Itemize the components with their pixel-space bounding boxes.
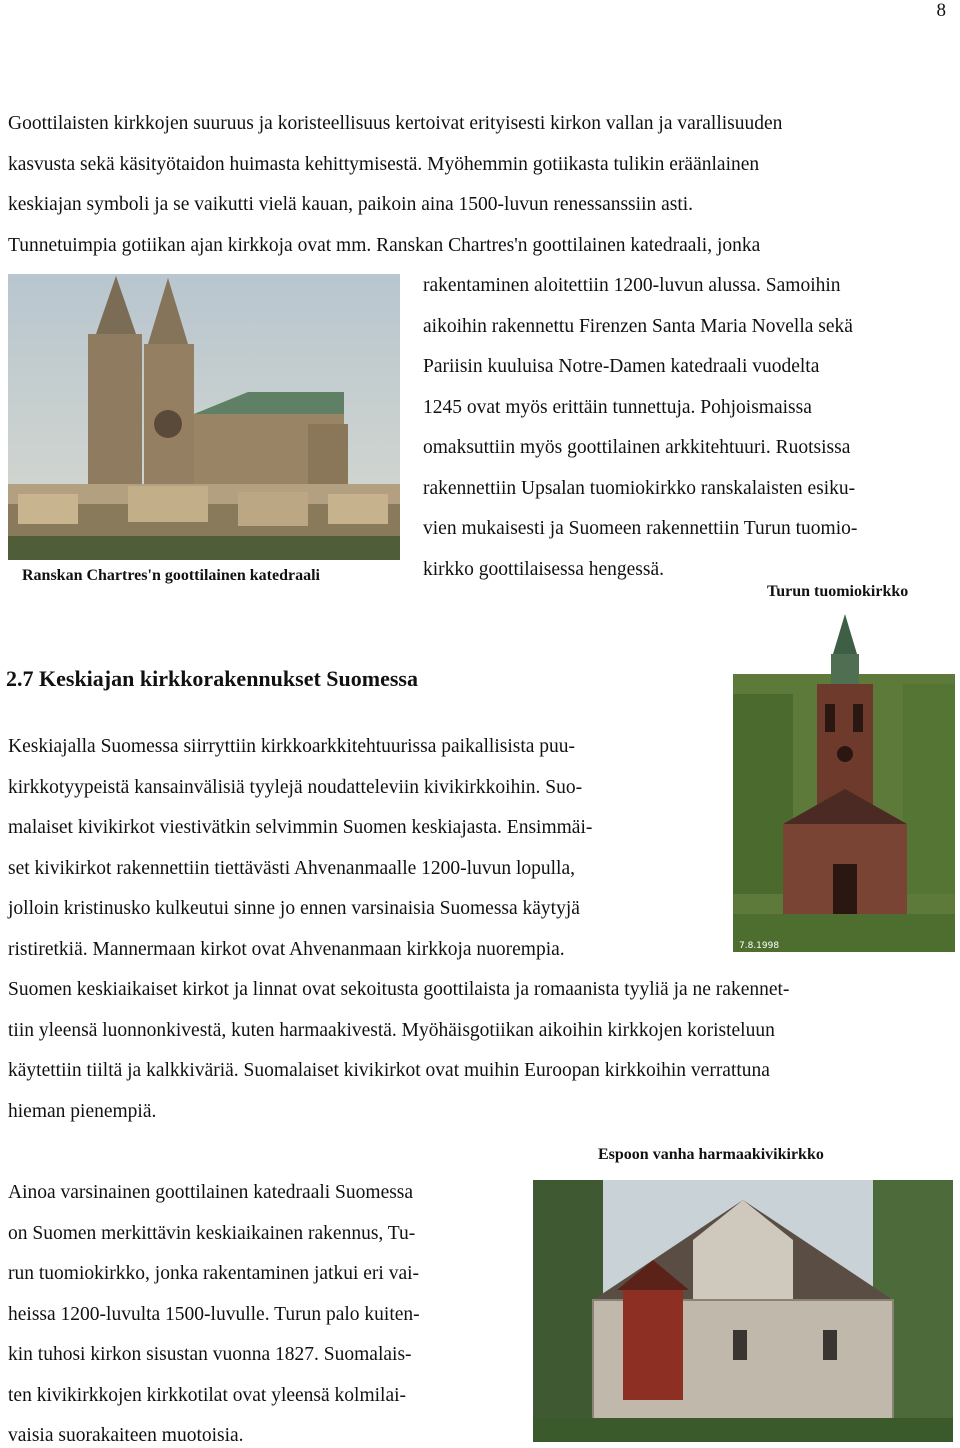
turku-cathedral-photo <box>733 614 955 952</box>
chartres-cathedral-photo <box>8 274 400 560</box>
body-text-line: Ainoa varsinainen goottilainen katedraali Suomessa <box>8 1182 414 1203</box>
body-text-line: jolloin kristinusko kulkeutui sinne jo ennen varsinaisia Suomessa käytyjä <box>8 898 580 919</box>
body-text-line: keskiajan symboli ja se vaikutti vielä kauan, paikoin aina 1500-luvun renessanssiin asti. <box>8 194 694 215</box>
body-text-line: käytettiin tiiltä ja kalkkiväriä. Suomalaiset kivikirkot ovat muihin Euroopan kirkkoihin verrattuna <box>8 1060 770 1081</box>
body-text-line: ten kivikirkkojen kirkkotilat ovat yleensä kolmilai- <box>8 1385 407 1406</box>
body-text-line: malaiset kivikirkot viestivätkin selvimmin Suomen keskiajasta. Ensimmäi- <box>8 817 593 838</box>
body-text-line: vaisia suorakaiteen muotoisia. <box>8 1425 244 1446</box>
body-text-line: tiin yleensä luonnonkivestä, kuten harmaakivestä. Myöhäisgotiikan aikoihin kirkkojen koristeluun <box>8 1020 775 1041</box>
body-text-line: ristiretkiä. Mannermaan kirkot ovat Ahvenanmaan kirkkoja nuorempia. <box>8 939 565 960</box>
section-heading: 2.7 Keskiajan kirkkorakennukset Suomessa <box>6 666 418 691</box>
body-text-line: kirkkotyypeistä kansainvälisiä tyylejä noudatteleviin kivikirkkoihin. Suo- <box>8 777 583 798</box>
body-text-line: vien mukaisesti ja Suomeen rakennettiin Turun tuomio- <box>423 518 858 539</box>
espoo-church-photo <box>533 1180 953 1442</box>
espoo-caption: Espoon vanha harmaakivikirkko <box>598 1146 824 1163</box>
body-text-line: omaksuttiin myös goottilainen arkkitehtuuri. Ruotsissa <box>423 437 851 458</box>
photo-date-stamp: 7.8.1998 <box>739 941 780 951</box>
body-text-line: Goottilaisten kirkkojen suuruus ja koristeellisuus kertoivat erityisesti kirkon vallan ja varallisuuden <box>8 113 783 134</box>
body-text-line: Keskiajalla Suomessa siirryttiin kirkkoarkkitehtuurissa paikallisista puu- <box>8 736 576 757</box>
body-text-line: on Suomen merkittävin keskiaikainen rakennus, Tu- <box>8 1223 416 1244</box>
body-text-line: rakennettiin Upsalan tuomiokirkko ranskalaisten esiku- <box>423 478 856 499</box>
body-text-line: hieman pienempiä. <box>8 1101 157 1122</box>
body-text-line: kin tuhosi kirkon sisustan vuonna 1827. Suomalais- <box>8 1344 412 1365</box>
body-text-line: aikoihin rakennettu Firenzen Santa Maria Novella sekä <box>423 316 853 337</box>
body-text-line: 1245 ovat myös erittäin tunnettuja. Pohjoismaissa <box>423 397 812 418</box>
page-number: 8 <box>936 0 946 21</box>
body-text-line: Pariisin kuuluisa Notre-Damen katedraali vuodelta <box>423 356 820 377</box>
body-text-line: Suomen keskiaikaiset kirkot ja linnat ovat sekoitusta goottilaista ja romaanista tyyliä ja ne rakennet- <box>8 979 790 1000</box>
chartres-caption: Ranskan Chartres'n goottilainen katedraali <box>22 567 320 584</box>
body-text-line: Tunnetuimpia gotiikan ajan kirkkoja ovat mm. Ranskan Chartres'n goottilainen katedraali, jonka <box>8 235 761 256</box>
body-text-line: kirkko goottilaisessa hengessä. <box>423 559 664 580</box>
turku-caption: Turun tuomiokirkko <box>767 583 909 600</box>
body-text-line: heissa 1200-luvulta 1500-luvulle. Turun palo kuiten- <box>8 1304 420 1325</box>
body-text-line: set kivikirkot rakennettiin tiettävästi Ahvenanmaalle 1200-luvun lopulla, <box>8 858 575 879</box>
body-text-line: run tuomiokirkko, jonka rakentaminen jatkui eri vai- <box>8 1263 420 1284</box>
body-text-line: rakentaminen aloitettiin 1200-luvun alussa. Samoihin <box>423 275 841 296</box>
body-text-line: kasvusta sekä käsityötaidon huimasta kehittymisestä. Myöhemmin gotiikasta tulikin eräänlainen <box>8 154 760 175</box>
